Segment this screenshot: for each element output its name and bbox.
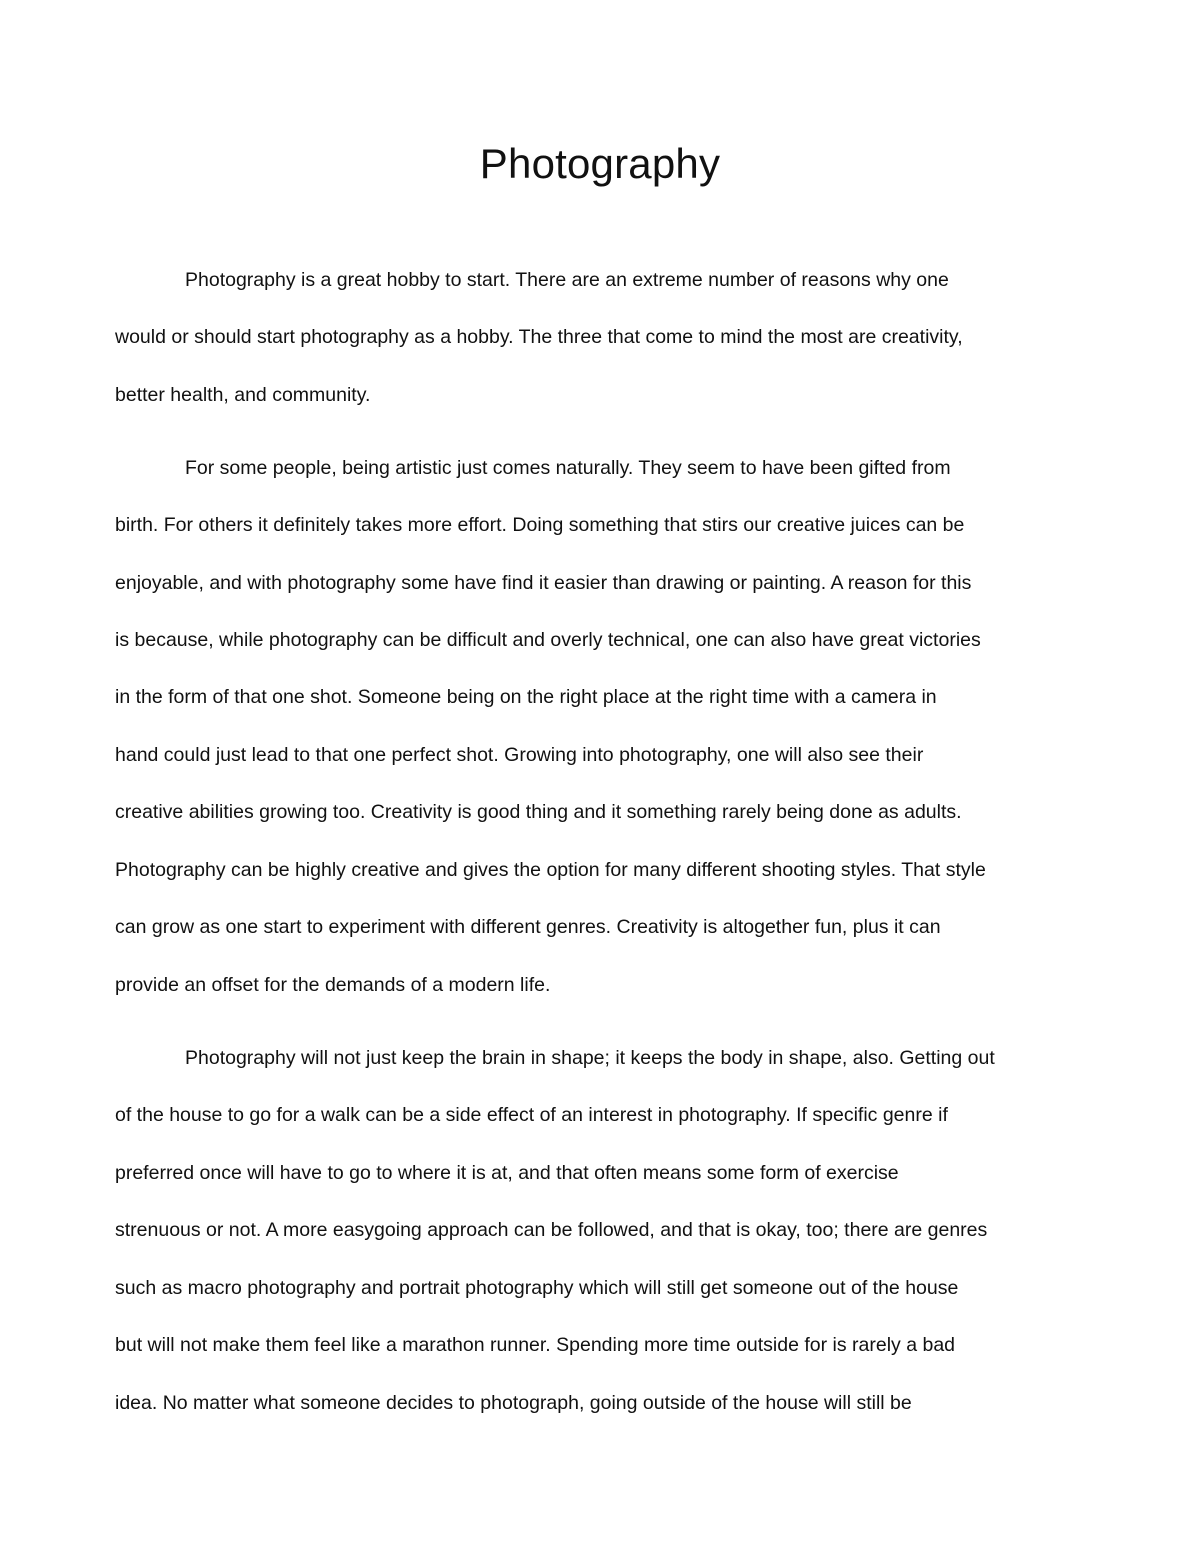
- paragraph-line: strenuous or not. A more easygoing approach can be followed, and that is okay, too; there are genres: [115, 1219, 988, 1241]
- paragraph-line: is because, while photography can be difficult and overly technical, one can also have great victories: [115, 629, 981, 651]
- paragraph-line: provide an offset for the demands of a modern life.: [115, 974, 551, 996]
- document-title: Photography: [479, 140, 721, 187]
- paragraph-line: creative abilities growing too. Creativity is good thing and it something rarely being done as adults.: [115, 801, 962, 823]
- paragraph-line: but will not make them feel like a marathon runner. Spending more time outside for is rarely a bad: [115, 1334, 956, 1356]
- paragraph-line: enjoyable, and with photography some have find it easier than drawing or painting. A reason for this: [115, 572, 972, 594]
- paragraph-line: birth. For others it definitely takes more effort. Doing something that stirs our creative juices can be: [115, 514, 965, 536]
- paragraph-line: can grow as one start to experiment with different genres. Creativity is altogether fun, plus it can: [115, 916, 941, 938]
- paragraph-line: in the form of that one shot. Someone being on the right place at the right time with a camera in: [115, 686, 937, 708]
- paragraph-line: Photography is a great hobby to start. There are an extreme number of reasons why one: [185, 269, 949, 291]
- paragraph-line: better health, and community.: [115, 384, 371, 406]
- paragraph-line: such as macro photography and portrait photography which will still get someone out of the house: [115, 1277, 959, 1299]
- paragraph-line: Photography will not just keep the brain in shape; it keeps the body in shape, also. Getting out: [185, 1047, 995, 1069]
- paragraph-line: would or should start photography as a hobby. The three that come to mind the most are creativity,: [115, 326, 963, 348]
- paragraph-line: of the house to go for a walk can be a side effect of an interest in photography. If specific genre if: [115, 1104, 948, 1126]
- paragraph-line: idea. No matter what someone decides to photograph, going outside of the house will still be: [115, 1392, 912, 1414]
- paragraph-line: preferred once will have to go to where it is at, and that often means some form of exercise: [115, 1162, 899, 1184]
- paragraph-line: hand could just lead to that one perfect shot. Growing into photography, one will also see their: [115, 744, 924, 766]
- paragraph-line: For some people, being artistic just comes naturally. They seem to have been gifted from: [185, 457, 951, 479]
- paragraph-line: Photography can be highly creative and gives the option for many different shooting styles. That style: [115, 859, 986, 881]
